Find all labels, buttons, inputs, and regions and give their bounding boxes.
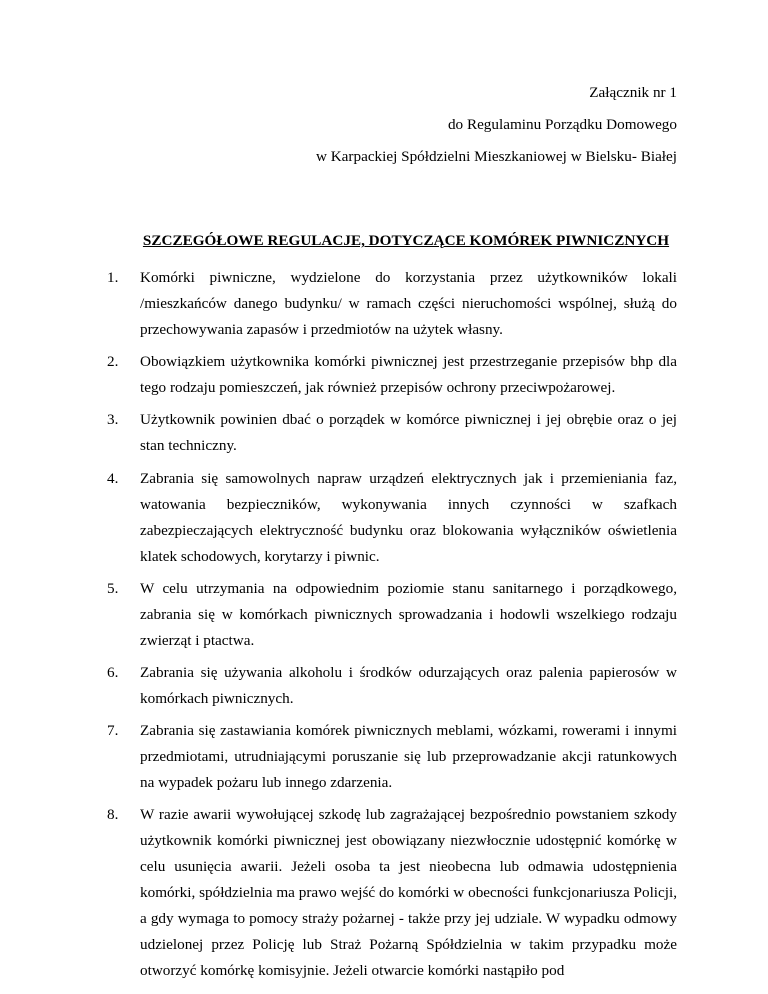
list-item-5 xyxy=(107,576,677,654)
attachment-regulation-ref: do Regulaminu Porządku Domowego xyxy=(447,116,677,133)
document-title: SZCZEGÓŁOWE REGULACJE, DOTYCZĄCE KOMÓREK PIWNICZNYCH xyxy=(142,232,670,249)
list-item-text: Komórki piwniczne, wydzielone do korzystania przez użytkowników lokali /mieszkańców danego budynku/ w ramach części nieruchomości wspólnej, służą do przechowywania zapasów i przedmiotów na użytek własny. xyxy=(140,269,677,338)
list-item-number: 4. xyxy=(107,469,119,487)
list-item-1 xyxy=(107,265,677,343)
list-item-text: Użytkownik powinien dbać o porządek w komórce piwnicznej i jej obrębie oraz o jej stan techniczny. xyxy=(140,411,677,455)
list-item-text: Zabrania się używania alkoholu i środków odurzających oraz palenia papierosów w komórkach piwnicznych. xyxy=(140,663,677,707)
list-item-6 xyxy=(107,660,677,712)
regulation-list xyxy=(107,265,677,991)
list-item-text: Obowiązkiem użytkownika komórki piwnicznej jest przestrzeganie przepisów bhp dla tego rodzaju pomieszczeń, jak również przepisów ochrony przeciwpożarowej. xyxy=(140,353,677,397)
list-item-number: 7. xyxy=(107,722,119,740)
list-item-4 xyxy=(107,466,677,570)
list-item-number: 3. xyxy=(107,411,119,429)
list-item-number: 6. xyxy=(107,663,119,681)
list-item-number: 5. xyxy=(107,579,119,597)
list-item-2 xyxy=(107,349,677,401)
list-item-number: 8. xyxy=(107,806,119,824)
list-item-text: Zabrania się zastawiania komórek piwnicznych meblami, wózkami, rowerami i innymi przedmiotami, utrudniającymi poruszanie się lub przeprowadzanie akcji ratunkowych na wypadek pożaru lub innego zdarzenia. xyxy=(140,722,677,792)
list-item-3 xyxy=(107,407,677,459)
list-item-text: Zabrania się samowolnych napraw urządzeń elektrycznych jak i przemieniania faz, watowania bezpieczników, wykonywania innych czynności w szafkach zabezpieczających elektryczność budynku oraz blokowania wyłączników oświetlenia klatek schodowych, korytarzy i piwnic. xyxy=(140,469,677,565)
list-item-text: W razie awarii wywołującej szkodę lub zagrażającej bezpośrednio powstaniem szkody użytkownik komórki piwnicznej jest obowiązany niezwłocznie udostępnić komórkę w celu usunięcia awarii. Jeżeli osoba ta jest nieobecna lub odmawia udostępnienia komórki, spółdzielnia ma prawo wejść do komórki w obecności funkcjonariusza Policji, a gdy wymaga to pomocy straży pożarnej - także przy jej udziale. W wypadku odmowy udzielonej przez Policję lub Straż Pożarną Spółdzielnia w takim przypadku może otworzyć komórkę komisyjnie. Jeżeli otwarcie komórki nastąpiło pod xyxy=(140,806,677,980)
attachment-number: Załącznik nr 1 xyxy=(589,84,677,101)
attachment-cooperative-ref: w Karpackiej Spółdzielni Mieszkaniowej w Bielsku- Białej xyxy=(315,148,677,165)
list-item-number: 2. xyxy=(107,353,119,371)
list-item-number: 1. xyxy=(107,269,119,286)
list-item-7 xyxy=(107,718,677,796)
list-item-8 xyxy=(107,802,677,984)
list-item-text: W celu utrzymania na odpowiednim poziomie stanu sanitarnego i porządkowego, zabrania się w komórkach piwnicznych sprowadzania i hodowli wszelkiego rodzaju zwierząt i ptactwa. xyxy=(140,579,677,649)
